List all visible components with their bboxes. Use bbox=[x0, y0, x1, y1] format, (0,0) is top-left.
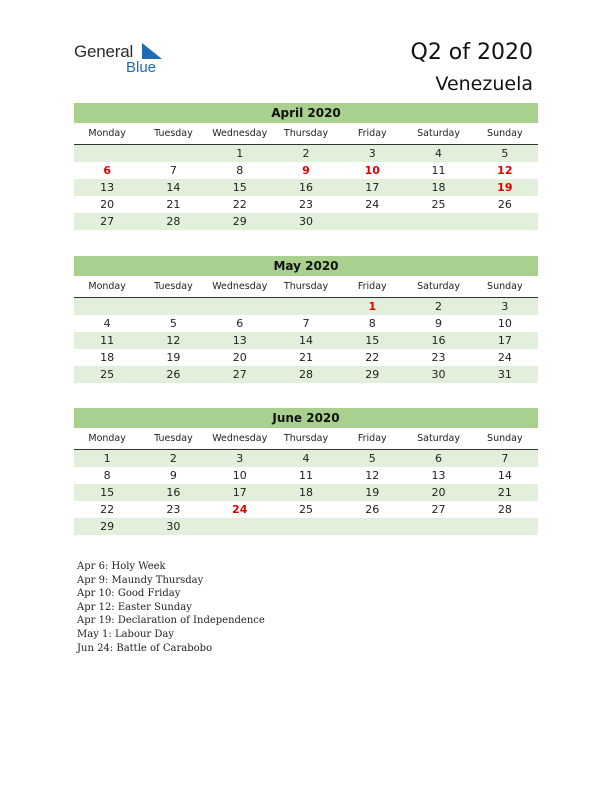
day-cell: 29 bbox=[365, 368, 380, 381]
weekday-label: Thursday bbox=[283, 433, 329, 444]
weekday-label: Sunday bbox=[487, 281, 523, 292]
day-cell: 22 bbox=[365, 351, 380, 364]
weekday-label: Sunday bbox=[487, 433, 523, 444]
month-june bbox=[74, 408, 538, 535]
holiday-note: Apr 6: Holy Week bbox=[77, 561, 166, 572]
day-cell: 26 bbox=[365, 503, 380, 516]
week-row bbox=[74, 196, 538, 213]
day-cell: 18 bbox=[431, 181, 446, 194]
day-cell: 7 bbox=[501, 452, 509, 465]
month-title: June 2020 bbox=[74, 408, 538, 428]
weekday-header bbox=[74, 431, 538, 450]
day-cell: 1 bbox=[236, 147, 244, 160]
day-cell: 13 bbox=[431, 469, 446, 482]
day-cell: 19 bbox=[497, 181, 513, 194]
weeks bbox=[74, 298, 538, 383]
weekday-header bbox=[74, 279, 538, 298]
day-cell: 15 bbox=[232, 181, 247, 194]
day-cell: 3 bbox=[368, 147, 376, 160]
day-cell: 23 bbox=[431, 351, 446, 364]
weekday-label: Wednesday bbox=[212, 433, 268, 444]
holiday-note: Apr 19: Declaration of Independence bbox=[77, 615, 265, 627]
day-cell: 30 bbox=[166, 520, 181, 533]
day-cell: 28 bbox=[497, 503, 512, 516]
empty-day-cell bbox=[273, 298, 339, 315]
day-cell: 31 bbox=[497, 368, 512, 381]
day-cell: 5 bbox=[501, 147, 509, 160]
day-cell: 12 bbox=[166, 334, 181, 347]
day-cell: 24 bbox=[497, 351, 512, 364]
day-cell: 22 bbox=[100, 503, 115, 516]
day-cell: 15 bbox=[100, 486, 115, 499]
day-cell: 8 bbox=[368, 317, 376, 330]
day-cell: 19 bbox=[365, 486, 380, 499]
day-cell: 21 bbox=[166, 198, 181, 211]
weekday-label: Tuesday bbox=[154, 433, 193, 444]
day-cell: 26 bbox=[166, 368, 181, 381]
month-title: May 2020 bbox=[74, 256, 538, 276]
day-cell: 29 bbox=[232, 215, 247, 228]
day-cell: 19 bbox=[166, 351, 181, 364]
day-cell: 13 bbox=[232, 334, 247, 347]
day-cell: 29 bbox=[100, 520, 115, 533]
weekday-label: Monday bbox=[88, 281, 126, 292]
weekday-label: Monday bbox=[88, 128, 126, 139]
weekday-label: Saturday bbox=[417, 128, 460, 139]
weekday-label: Thursday bbox=[283, 281, 329, 292]
week-row bbox=[74, 213, 538, 230]
week-row bbox=[74, 315, 538, 332]
day-cell: 1 bbox=[368, 300, 377, 313]
day-cell: 17 bbox=[232, 486, 247, 499]
logo-triangle-icon bbox=[142, 43, 164, 59]
holiday-note: Apr 9: Maundy Thursday bbox=[77, 574, 204, 586]
weekday-label: Friday bbox=[357, 281, 387, 292]
day-cell: 1 bbox=[103, 452, 111, 465]
day-cell: 4 bbox=[435, 147, 443, 160]
day-cell: 5 bbox=[368, 452, 376, 465]
day-cell: 20 bbox=[431, 486, 446, 499]
weekday-label: Saturday bbox=[417, 433, 460, 444]
day-cell: 3 bbox=[236, 452, 244, 465]
day-cell: 9 bbox=[302, 164, 310, 177]
weeks bbox=[74, 145, 538, 230]
day-cell: 9 bbox=[169, 469, 177, 482]
day-cell: 24 bbox=[232, 503, 248, 516]
day-cell: 24 bbox=[365, 198, 380, 211]
day-cell: 7 bbox=[302, 317, 310, 330]
day-cell: 17 bbox=[365, 181, 380, 194]
day-cell: 27 bbox=[100, 215, 115, 228]
day-cell: 18 bbox=[100, 351, 115, 364]
day-cell: 26 bbox=[497, 198, 512, 211]
empty-day-cell bbox=[74, 298, 140, 315]
day-cell: 7 bbox=[169, 164, 177, 177]
day-cell: 27 bbox=[232, 368, 247, 381]
holiday-notes bbox=[77, 560, 265, 655]
day-cell: 15 bbox=[365, 334, 380, 347]
weekday-label: Friday bbox=[357, 128, 387, 139]
weekday-label: Tuesday bbox=[154, 128, 193, 139]
holiday-note: Apr 10: Good Friday bbox=[77, 588, 181, 600]
empty-day-cell bbox=[74, 145, 140, 162]
day-cell: 10 bbox=[497, 317, 512, 330]
month-may bbox=[74, 256, 538, 383]
day-cell: 28 bbox=[166, 215, 181, 228]
empty-day-cell bbox=[339, 213, 405, 230]
empty-day-cell bbox=[207, 518, 273, 535]
day-cell: 4 bbox=[302, 452, 310, 465]
generalblue-logo bbox=[74, 40, 184, 78]
day-cell: 8 bbox=[103, 469, 111, 482]
empty-day-cell bbox=[207, 298, 273, 315]
holiday-note: Jun 24: Battle of Carabobo bbox=[77, 642, 213, 654]
page-subtitle: Venezuela bbox=[435, 73, 533, 95]
weeks bbox=[74, 450, 538, 535]
empty-day-cell bbox=[140, 145, 206, 162]
day-cell: 8 bbox=[236, 164, 244, 177]
day-cell: 11 bbox=[431, 164, 446, 177]
day-cell: 20 bbox=[100, 198, 115, 211]
day-cell: 11 bbox=[100, 334, 115, 347]
day-cell: 6 bbox=[103, 164, 111, 177]
weekday-label: Wednesday bbox=[212, 281, 268, 292]
day-cell: 17 bbox=[497, 334, 512, 347]
month-april bbox=[74, 103, 538, 230]
day-cell: 14 bbox=[497, 469, 512, 482]
weekday-label: Friday bbox=[357, 433, 387, 444]
empty-day-cell bbox=[273, 518, 339, 535]
day-cell: 2 bbox=[302, 147, 310, 160]
weekday-label: Saturday bbox=[417, 281, 460, 292]
day-cell: 12 bbox=[365, 469, 380, 482]
day-cell: 23 bbox=[166, 503, 181, 516]
day-cell: 5 bbox=[169, 317, 177, 330]
weekday-label: Monday bbox=[88, 433, 126, 444]
day-cell: 16 bbox=[431, 334, 446, 347]
day-cell: 14 bbox=[166, 181, 181, 194]
week-row bbox=[74, 467, 538, 484]
day-cell: 16 bbox=[298, 181, 313, 194]
day-cell: 10 bbox=[232, 469, 247, 482]
day-cell: 10 bbox=[364, 164, 380, 177]
weekday-header bbox=[74, 126, 538, 145]
weekday-label: Wednesday bbox=[212, 128, 268, 139]
week-row bbox=[74, 366, 538, 383]
day-cell: 20 bbox=[232, 351, 247, 364]
day-cell: 30 bbox=[431, 368, 446, 381]
day-cell: 4 bbox=[103, 317, 111, 330]
empty-day-cell bbox=[405, 213, 471, 230]
day-cell: 6 bbox=[435, 452, 443, 465]
empty-day-cell bbox=[339, 518, 405, 535]
week-row bbox=[74, 332, 538, 349]
holiday-note: Apr 12: Easter Sunday bbox=[77, 601, 192, 613]
weekday-label: Tuesday bbox=[154, 281, 193, 292]
page-title: Q2 of 2020 bbox=[410, 40, 533, 65]
day-cell: 2 bbox=[169, 452, 177, 465]
week-row bbox=[74, 518, 538, 535]
day-cell: 22 bbox=[232, 198, 247, 211]
week-row bbox=[74, 179, 538, 196]
holiday-note: May 1: Labour Day bbox=[77, 628, 174, 640]
empty-day-cell bbox=[472, 213, 538, 230]
day-cell: 12 bbox=[497, 164, 513, 177]
month-title: April 2020 bbox=[74, 103, 538, 123]
day-cell: 3 bbox=[501, 300, 509, 313]
week-row bbox=[74, 162, 538, 179]
day-cell: 25 bbox=[431, 198, 446, 211]
day-cell: 14 bbox=[298, 334, 313, 347]
day-cell: 27 bbox=[431, 503, 446, 516]
day-cell: 21 bbox=[497, 486, 512, 499]
day-cell: 11 bbox=[298, 469, 313, 482]
day-cell: 18 bbox=[298, 486, 313, 499]
week-row bbox=[74, 145, 538, 162]
day-cell: 21 bbox=[298, 351, 313, 364]
week-row bbox=[74, 450, 538, 467]
day-cell: 6 bbox=[236, 317, 244, 330]
day-cell: 25 bbox=[298, 503, 313, 516]
weekday-label: Thursday bbox=[283, 128, 329, 139]
empty-day-cell bbox=[472, 518, 538, 535]
week-row bbox=[74, 501, 538, 518]
day-cell: 2 bbox=[435, 300, 443, 313]
day-cell: 30 bbox=[298, 215, 313, 228]
week-row bbox=[74, 484, 538, 501]
day-cell: 9 bbox=[435, 317, 443, 330]
week-row bbox=[74, 349, 538, 366]
day-cell: 28 bbox=[298, 368, 313, 381]
empty-day-cell bbox=[140, 298, 206, 315]
day-cell: 16 bbox=[166, 486, 181, 499]
weekday-label: Sunday bbox=[487, 128, 523, 139]
day-cell: 13 bbox=[100, 181, 115, 194]
week-row bbox=[74, 298, 538, 315]
logo-text-general: General bbox=[74, 42, 134, 61]
day-cell: 23 bbox=[298, 198, 313, 211]
logo-text-blue: Blue bbox=[126, 59, 157, 76]
empty-day-cell bbox=[405, 518, 471, 535]
day-cell: 25 bbox=[100, 368, 115, 381]
